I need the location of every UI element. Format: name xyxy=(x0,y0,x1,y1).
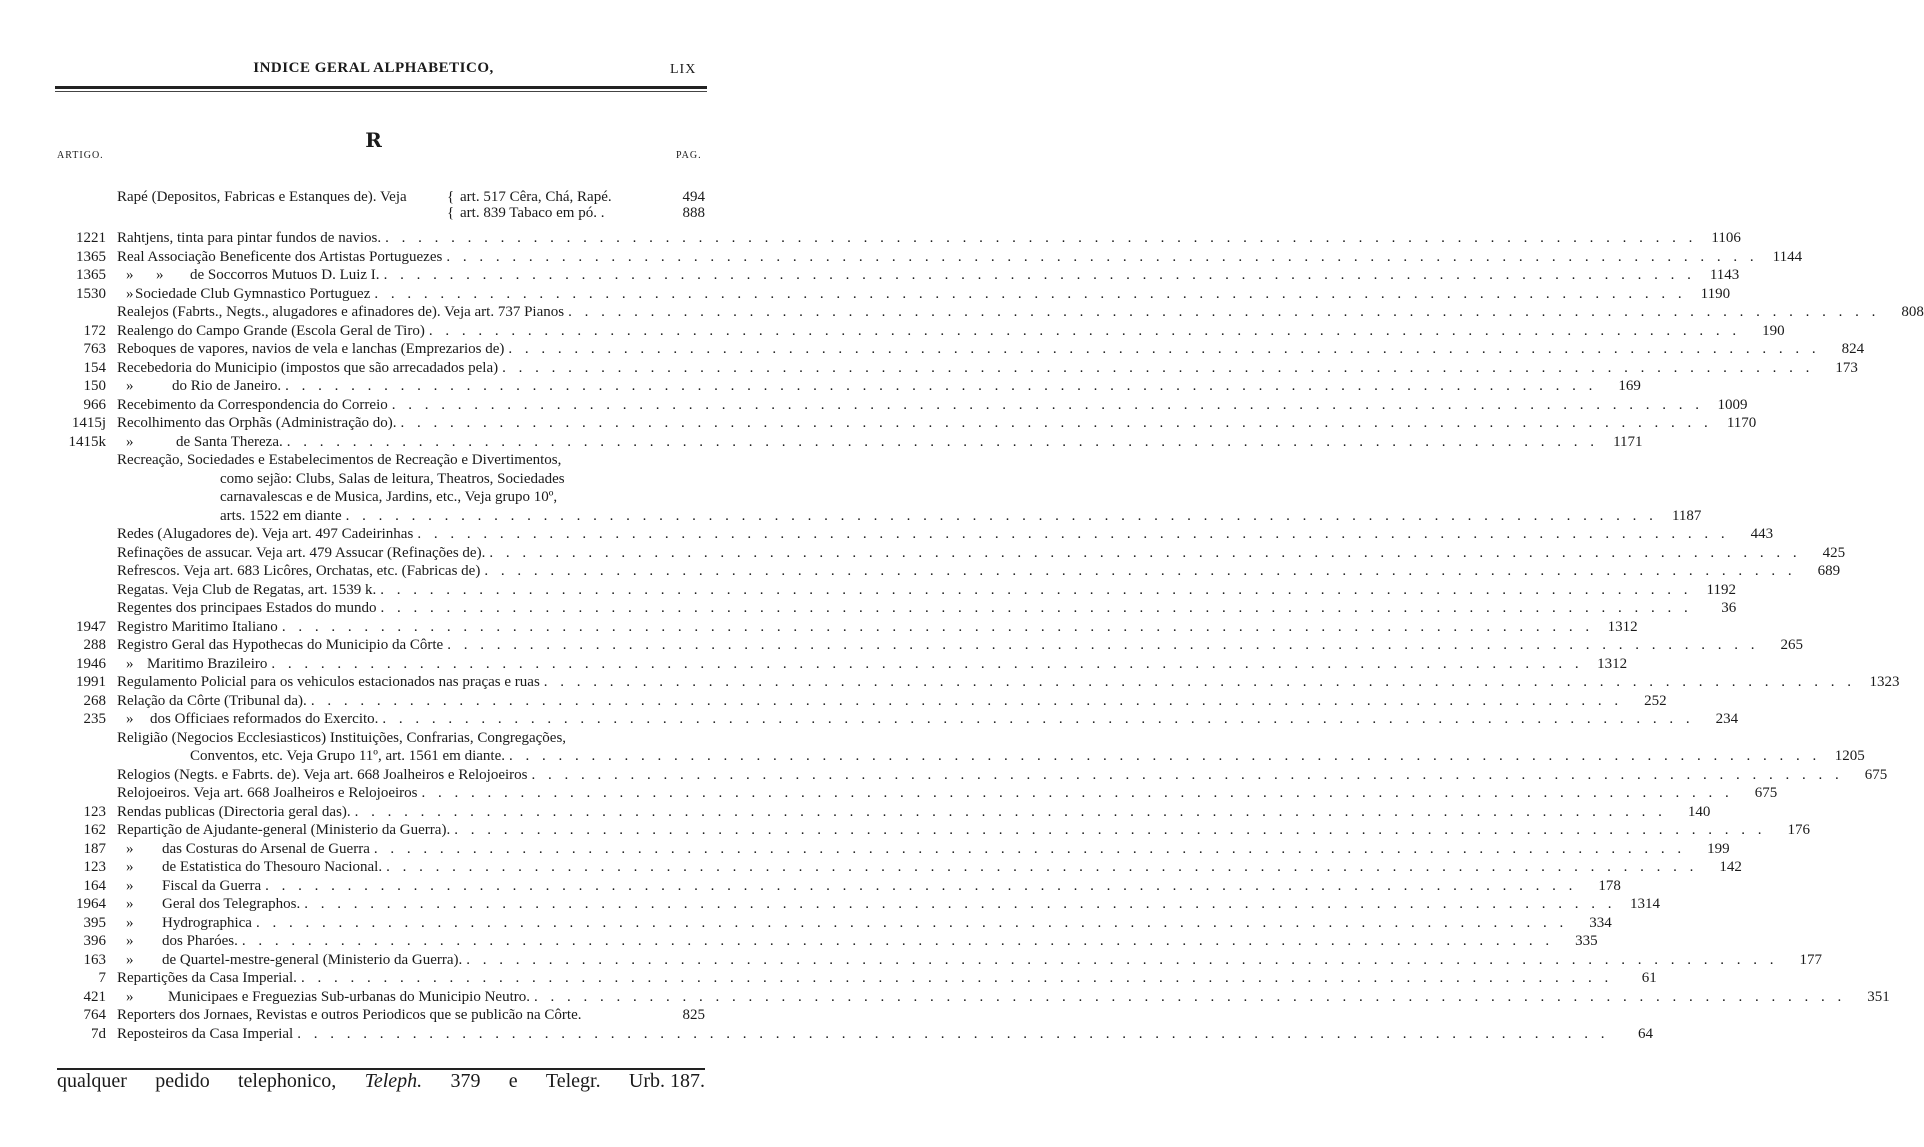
entry-text: Hydrographica xyxy=(162,914,252,931)
footer-word: Telegr. xyxy=(545,1070,601,1092)
index-entry xyxy=(0,285,1731,303)
entry-article-number: 163 xyxy=(83,951,106,968)
dot-leader: . . . . . . . . . . . . . . . . . . . . . . . . . . . . . . . . . . . . . . . . . . . . . . . . . . . . . . . . . . . . . . . . . . . . . . . . . . . . . . . . xyxy=(373,840,1686,857)
index-entry xyxy=(0,766,1888,784)
entry-text: Recolhimento das Orphãs (Administração do). xyxy=(117,415,397,431)
entry-text: Municipaes e Freguezias Sub-urbanas do Municipio Neutro. xyxy=(168,988,530,1005)
dot-leader: . . . . . . . . . . . . . . . . . . . . . . . . . . . . . . . . . . . . . . . . . . . . . . . . . . . . . . . . . . . . . . . . . . . . . . . . . . . . . . . . xyxy=(382,711,1695,727)
entry-page: 675 xyxy=(1754,785,1778,801)
entry-article-number: 154 xyxy=(83,359,106,376)
index-entry xyxy=(0,340,1865,358)
index-entry xyxy=(0,784,1778,802)
entry-page: 178 xyxy=(1598,877,1621,894)
dot-leader: . . . . . . . . . . . . . . . . . . . . . . . . . . . . . . . . . . . . . . . . . . . . . . . . . . . . . . . . . . . . . . . . . . . . . . . . . . . . . . . . xyxy=(354,803,1667,820)
entry-article-number: 1415k xyxy=(68,433,106,450)
index-entry xyxy=(0,414,1757,432)
index-entry xyxy=(0,266,1740,284)
entry-page: 443 xyxy=(1750,526,1774,542)
entry-article-number: 235 xyxy=(83,711,106,727)
entry-page: 689 xyxy=(1817,563,1841,579)
entry-page: 199 xyxy=(1707,840,1730,857)
index-entry xyxy=(0,248,1803,266)
entry-page: 1192 xyxy=(1706,581,1736,598)
footer-word: telephonico, xyxy=(237,1070,337,1092)
entry-page: 173 xyxy=(1835,359,1858,376)
entry-page: 190 xyxy=(1762,322,1785,339)
dot-leader: . . . . . . . . . . . . . . . . . . . . . . . . . . . . . . . . . . . . . . . . . . . . . . . . . . . . . . . . . . . . . . . . . . . . . . . . . . . . . . . . xyxy=(271,655,1584,672)
ditto-mark: » xyxy=(126,951,134,968)
entry-text: de Estatistica do Thesouro Nacional. xyxy=(162,859,383,875)
entry-text: Reboques de vapores, navios de vela e lanchas (Emprezarios de) xyxy=(117,341,505,357)
entry-text: Recebimento da Correspondencia do Correio xyxy=(117,396,388,413)
index-entry xyxy=(0,599,1737,617)
dot-leader: . . . . . . . . . . . . . . . . . . . . . . . . . . . . . . . . . . . . . . . . . . . . . . . . . . . . . . . . . . . . . . . . . . . . . . . . . . . . . . . . xyxy=(447,637,1759,653)
dot-leader: . . . . . . . . . . . . . . . . . . . . . . . . . . . . . . . . . . . . . . . . . . . . . . . . . . . . . . . . . . . . . . . . . . . . . . . . . . . . . . . . xyxy=(285,378,1597,394)
entry-text: Realejos (Fabrts., Negts., alugadores e afinadores de). Veja art. 737 Pianos xyxy=(117,304,565,320)
dot-leader: . . . . . . . . . . . . . . . . . . . . . . . . . . . . . . . . . . . . . . . . . . . . . . . . . . . . . . . . . . . . . . . . . . . . . . . . . . . . . . . . xyxy=(265,877,1577,894)
dot-leader: . . . . . . . . . . . . . . . . . . . . . . . . . . . . . . . . . . . . . . . . . . . . . . . . . . . . . . . . . . . . . . . . . . . . . . . . . . . . . . . . xyxy=(391,396,1704,413)
entry-text: Rendas publicas (Directoria geral das). xyxy=(117,803,351,820)
footer-word: pedido xyxy=(155,1070,210,1092)
index-entry xyxy=(0,858,1742,876)
dot-leader: . . . . . . . . . . . . . . . . . . . . . . . . . . . . . . . . . . . . . . . . . . . . . . . . . . . . . . . . . . . . . . . . . . . . . . . . . . . . . . . . xyxy=(417,526,1730,542)
index-entry xyxy=(0,747,1865,765)
entry-text: Relojoeiros. Veja art. 668 Joalheiros e Relojoeiros xyxy=(117,785,418,801)
entry-text: dos Officiaes reformados do Exercito. xyxy=(150,711,379,727)
entry-article-number: 123 xyxy=(83,803,106,820)
index-entry xyxy=(0,710,1739,728)
entry-page: 1323 xyxy=(1869,674,1900,690)
index-entry xyxy=(0,729,747,747)
entry-text: de Soccorros Mutuos D. Luiz I. xyxy=(190,267,380,283)
index-entry xyxy=(0,488,747,506)
entry-article-number: 7 xyxy=(98,970,106,986)
entry-article-number: 1365 xyxy=(76,248,106,265)
footer-word: e xyxy=(508,1070,518,1092)
entry-text: do Rio de Janeiro. xyxy=(172,378,282,394)
index-entry xyxy=(0,932,1598,950)
index-entry xyxy=(0,951,1823,969)
entry-page: 1190 xyxy=(1700,285,1731,302)
entry-text: Rahtjens, tinta para pintar fundos de navios. xyxy=(117,230,382,246)
entry-page: 61 xyxy=(1641,970,1657,986)
dot-leader: . . . . . . . . . . . . . . . . . . . . . . . . . . . . . . . . . . . . . . . . . . . . . . . . . . . . . . . . . . . . . . . . . . . . . . . . . . . . . . . . xyxy=(428,322,1741,339)
footer-word: Teleph. xyxy=(364,1070,423,1092)
entry-page: 1314 xyxy=(1629,896,1660,912)
entry-text: Reporters dos Jornaes, Revistas e outros Periodicos que se publicão na Côrte. xyxy=(117,1007,582,1023)
dot-leader: . . . . . . . . . . . . . . . . . . . . . . . . . . . . . . . . . . . . . . . . . . . . . . . . . . . . . . . . . . . . . . . . . . . . . . . . . . . . . . . . xyxy=(241,933,1554,949)
entry-page: 808 xyxy=(1901,304,1924,320)
entry-text: Reposteiros da Casa Imperial xyxy=(117,1025,294,1042)
ditto-mark: » xyxy=(126,914,134,931)
dot-leader: . . . . . . . . . . . . . . . . . . . . . . . . . . . . . . . . . . . . . . . . . . . . . . . . . . . . . . . . . . . . . . . . . . . . . . . . . . . . . . . . xyxy=(374,285,1687,302)
dot-leader: . . . . . . . . . . . . . . . . . . . . . . . . . . . . . . . . . . . . . . . . . . . . . . . . . . . . . . . . . . . . . . . . . . . . . . . . . . . . . . . . xyxy=(380,581,1692,598)
entry-page: 1171 xyxy=(1613,433,1643,450)
entry-article-number: 396 xyxy=(83,933,106,949)
entry-article-number: 1530 xyxy=(76,285,106,302)
entry-text: Fiscal da Guerra xyxy=(162,877,262,894)
ditto-mark: » xyxy=(126,840,134,857)
index-entry xyxy=(0,803,1711,821)
entry-page: 252 xyxy=(1644,692,1667,709)
footer-word: Urb. 187. xyxy=(628,1070,705,1092)
entry-article-number: 1415j xyxy=(71,415,106,431)
index-entry xyxy=(0,322,1785,340)
entry-page: 1187 xyxy=(1671,507,1702,524)
entry-article-number: 1947 xyxy=(76,618,106,635)
dot-leader: . . . . . . . . . . . . . . . . . . . . . . . . . . . . . . . . . . . . . . . . . . . . . . . . . . . . . . . . . . . . . . . . . . . . . . . . . . . . . . . . xyxy=(380,600,1693,616)
entry-text: das Costuras do Arsenal de Guerra xyxy=(162,840,370,857)
entry-text: Sociedade Club Gymnastico Portuguez xyxy=(135,285,371,302)
entry-article-number: 288 xyxy=(83,637,106,653)
entry-page: 142 xyxy=(1719,859,1742,875)
ditto-mark: » xyxy=(126,378,134,394)
entry-article-number: 268 xyxy=(83,692,106,709)
entry-text: Real Associação Beneficente dos Artistas Portuguezes xyxy=(117,248,443,265)
index-entry xyxy=(0,969,1657,987)
section-letter: R xyxy=(365,128,382,152)
entry-text: Repartições da Casa Imperial. xyxy=(117,970,297,986)
ditto-mark: » xyxy=(126,859,134,875)
entry-article-number: 123 xyxy=(83,859,106,875)
index-entry xyxy=(0,914,1612,932)
dot-leader: . . . . . . . . . . . . . . . . . . . . . . . . . . . . . . . . . . . . . . . . . . . . . . . . . . . . . . . . . . . . . . . . . . . . . . . . . . . . . . . . xyxy=(286,433,1599,450)
index-entry xyxy=(0,1025,1653,1043)
entry-article-number: 1221 xyxy=(76,230,106,246)
dot-leader: . . . . . . . . . . . . . . . . . . . . . . . . . . . . . . . . . . . . . . . . . . . . . . . . . . . . . . . . . . . . . . . . . . . . . . . . . . . . . . . . xyxy=(534,988,1846,1005)
index-entry xyxy=(0,396,1748,414)
ditto-mark: » xyxy=(126,655,134,672)
entry-page: 176 xyxy=(1787,822,1810,838)
ditto-mark: » xyxy=(126,877,134,894)
index-entry xyxy=(0,229,1741,247)
footer-word: qualquer xyxy=(57,1070,127,1092)
dot-leader: . . . . . . . . . . . . . . . . . . . . . . . . . . . . . . . . . . . . . . . . . . . . . . . . . . . . . . . . . . . . . . . . . . . . . . . . . . . . . . . . xyxy=(508,341,1821,357)
entry-text: Regatas. Veja Club de Regatas, art. 1539 k. xyxy=(117,581,377,598)
entry-text: Registro Geral das Hypothecas do Municipio da Côrte xyxy=(117,637,444,653)
brace-mark: { xyxy=(447,189,455,205)
entry-text: de Santa Thereza. xyxy=(176,433,283,450)
entry-text: Refinações de assucar. Veja art. 479 Assucar (Refinações de). xyxy=(117,544,486,561)
index-entry xyxy=(0,877,1621,895)
entry-article-number: 763 xyxy=(83,341,106,357)
entry-text: Recebedoria do Municipio (impostos que são arrecadados pela) xyxy=(117,359,499,376)
entry-page: 1009 xyxy=(1717,396,1748,413)
entry-page: 36 xyxy=(1721,600,1737,616)
dot-leader: . . . . . . . . . . . . . . . . . . . . . . . . . . . . . . . . . . . . . . . . . . . . . . . . . . . . . . . . . . . . . . . . . . . . . . . . . . . . . . . . xyxy=(484,563,1797,579)
index-entry xyxy=(0,895,1660,913)
entry-page: 335 xyxy=(1575,933,1598,949)
entry-text: Regulamento Policial para os vehiculos estacionados nas praças e ruas xyxy=(117,674,540,690)
index-entry xyxy=(0,821,1810,839)
brace-entry-ref-2 xyxy=(0,204,747,222)
column-header-pag: PAG. xyxy=(676,150,702,161)
entry-article-number: 395 xyxy=(83,914,106,931)
entry-page: 177 xyxy=(1799,951,1823,968)
entry-article-number: 164 xyxy=(83,877,106,894)
dot-leader: . . . . . . . . . . . . . . . . . . . . . . . . . . . . . . . . . . . . . . . . . . . . . . . . . . . . . . . . . . . . . . . . . . . . . . . . . . . . . . . . xyxy=(300,970,1613,986)
page-number: LIX xyxy=(670,62,697,77)
brace-mark: { xyxy=(447,205,455,221)
entry-article-number: 162 xyxy=(83,822,106,838)
index-entry xyxy=(0,581,1736,599)
dot-leader: . . . . . . . . . . . . . . . . . . . . . . . . . . . . . . . . . . . . . . . . . . . . . . . . . . . . . . . . . . . . . . . . . . . . . . . . . . . . . . . . xyxy=(446,248,1759,265)
index-entry xyxy=(0,470,747,488)
dot-leader: . . . . . . . . . . . . . . . . . . . . . . . . . . . . . . . . . . . . . . . . . . . . . . . . . . . . . . . . . . . . . . . . . . . . . . . . . . . . . . . . xyxy=(502,359,1814,376)
entry-page: 334 xyxy=(1589,914,1612,931)
entry-text: Rapé (Depositos, Fabricas e Estanques de). Veja xyxy=(117,189,407,205)
index-entry xyxy=(0,618,1638,636)
entry-page: 1205 xyxy=(1834,748,1865,764)
index-entry xyxy=(0,377,1641,395)
entry-ref: art. 839 Tabaco em pó. . xyxy=(460,205,605,221)
entry-page: 824 xyxy=(1841,341,1865,357)
entry-article-number: 421 xyxy=(83,988,106,1005)
dot-leader: . . . . . . . . . . . . . . . . . . . . . . . . . . . . . . . . . . . . . . . . . . . . . . . . . . . . . . . . . . . . . . . . . . . . . . . . . . . . . . . . xyxy=(345,507,1658,524)
dot-leader: . . . . . . . . . . . . . . . . . . . . . . . . . . . . . . . . . . . . . . . . . . . . . . . . . . . . . . . . . . . . . . . . . . . . . . . . . . . . . . . . xyxy=(421,785,1734,801)
entry-page: 494 xyxy=(682,189,705,205)
index-entry xyxy=(0,303,1924,321)
entry-text: Conventos, etc. Veja Grupo 11º, art. 1561 em diante. xyxy=(190,748,505,764)
entry-article-number: 1946 xyxy=(76,655,106,672)
dot-leader: . . . . . . . . . . . . . . . . . . . . . . . . . . . . . . . . . . . . . . . . . . . . . . . . . . . . . . . . . . . . . . . . . . . . . . . . . . . . . . . . xyxy=(489,544,1802,561)
entry-article-number: 150 xyxy=(83,378,106,394)
entry-page: 64 xyxy=(1637,1025,1653,1042)
index-entry xyxy=(0,673,1900,691)
entry-page: 169 xyxy=(1618,378,1641,394)
entry-text: Maritimo Brazileiro xyxy=(147,655,268,672)
dot-leader: . . . . . . . . . . . . . . . . . . . . . . . . . . . . . . . . . . . . . . . . . . . . . . . . . . . . . . . . . . . . . . . . . . . . . . . . . . . . . . . . xyxy=(297,1025,1609,1042)
dot-leader: . . . . . . . . . . . . . . . . . . . . . . . . . . . . . . . . . . . . . . . . . . . . . . . . . . . . . . . . . . . . . . . . . . . . . . . . . . . . . . . . xyxy=(509,748,1821,764)
entry-page: 675 xyxy=(1864,766,1888,783)
dot-leader: . . . . . . . . . . . . . . . . . . . . . . . . . . . . . . . . . . . . . . . . . . . . . . . . . . . . . . . . . . . . . . . . . . . . . . . . . . . . . . . . xyxy=(255,914,1568,931)
entry-text: Regentes dos principaes Estados do mundo xyxy=(117,600,377,616)
entry-text: Recreação, Sociedades e Estabelecimentos de Recreação e Divertimentos, xyxy=(117,452,562,468)
index-entry xyxy=(0,655,1628,673)
index-entry xyxy=(0,840,1730,858)
index-entry xyxy=(0,359,1858,377)
footer-line xyxy=(57,1070,705,1093)
entry-page: 888 xyxy=(682,205,705,221)
entry-page: 1312 xyxy=(1607,618,1638,635)
dot-leader: . . . . . . . . . . . . . . . . . . . . . . . . . . . . . . . . . . . . . . . . . . . . . . . . . . . . . . . . . . . . . . . . . . . . . . . . . . . . . . . . xyxy=(400,415,1713,431)
index-entry xyxy=(0,451,747,469)
entry-text: Realengo do Campo Grande (Escola Geral de Tiro) xyxy=(117,322,425,339)
entry-article-number: 187 xyxy=(83,840,106,857)
entry-article-number: 1991 xyxy=(76,674,106,690)
footer-word: 379 xyxy=(450,1070,481,1092)
header-rule xyxy=(55,86,707,89)
entry-article-number: 7d xyxy=(91,1025,106,1042)
entry-page: 1170 xyxy=(1726,415,1757,431)
entry-text: como sejão: Clubs, Salas de leitura, Theatros, Sociedades xyxy=(220,470,565,487)
dot-leader: . . . . . . . . . . . . . . . . . . . . . . . . . . . . . . . . . . . . . . . . . . . . . . . . . . . . . . . . . . . . . . . . . . . . . . . . . . . . . . . . xyxy=(454,822,1766,838)
dot-leader: . . . . . . . . . . . . . . . . . . . . . . . . . . . . . . . . . . . . . . . . . . . . . . . . . . . . . . . . . . . . . . . . . . . . . . . . . . . . . . . . xyxy=(543,674,1856,690)
entry-text: Geral dos Telegraphos. xyxy=(162,896,301,912)
index-entry xyxy=(0,544,1846,562)
ditto-mark: » xyxy=(126,285,134,302)
ditto-mark: » xyxy=(126,433,134,450)
index-entry xyxy=(0,1006,747,1024)
index-entry xyxy=(0,988,1890,1006)
entry-text: Registro Maritimo Italiano xyxy=(117,618,278,635)
entry-article-number: 1365 xyxy=(76,267,106,283)
entry-article-number: 1964 xyxy=(76,896,106,912)
header-rule-thin xyxy=(55,91,707,92)
dot-leader: . . . . . . . . . . . . . . . . . . . . . . . . . . . . . . . . . . . . . . . . . . . . . . . . . . . . . . . . . . . . . . . . . . . . . . . . . . . . . . . . xyxy=(304,896,1616,912)
entry-article-number: 966 xyxy=(83,396,106,413)
index-entry xyxy=(0,433,1643,451)
ditto-mark: » xyxy=(126,988,134,1005)
entry-text: dos Pharóes. xyxy=(162,933,238,949)
dot-leader: . . . . . . . . . . . . . . . . . . . . . . . . . . . . . . . . . . . . . . . . . . . . . . . . . . . . . . . . . . . . . . . . . . . . . . . . . . . . . . . . xyxy=(466,951,1779,968)
entry-article-number: 172 xyxy=(83,322,106,339)
entry-page: 825 xyxy=(682,1007,705,1023)
running-header-title: INDICE GERAL ALPHABETICO, xyxy=(253,60,494,76)
entry-page: 1144 xyxy=(1772,248,1803,265)
dot-leader: . . . . . . . . . . . . . . . . . . . . . . . . . . . . . . . . . . . . . . . . . . . . . . . . . . . . . . . . . . . . . . . . . . . . . . . . . . . . . . . . xyxy=(568,304,1880,320)
dot-leader: . . . . . . . . . . . . . . . . . . . . . . . . . . . . . . . . . . . . . . . . . . . . . . . . . . . . . . . . . . . . . . . . . . . . . . . . . . . . . . . . xyxy=(310,692,1623,709)
entry-page: 351 xyxy=(1867,988,1890,1005)
entry-text: Refrescos. Veja art. 683 Licôres, Orchatas, etc. (Fabricas de) xyxy=(117,563,481,579)
entry-page: 1106 xyxy=(1711,230,1741,246)
entry-text: de Quartel-mestre-general (Ministerio da Guerra). xyxy=(162,951,463,968)
entry-text: Relogios (Negts. e Fabrts. de). Veja art. 668 Joalheiros e Relojoeiros xyxy=(117,766,528,783)
index-entry xyxy=(0,692,1667,710)
entry-text: carnavalescas e de Musica, Jardins, etc., Veja grupo 10º, xyxy=(220,489,558,505)
entry-text: Repartição de Ajudante-general (Ministerio da Guerra). xyxy=(117,822,451,838)
entry-article-number: 764 xyxy=(83,1007,106,1023)
entry-text: Redes (Alugadores de). Veja art. 497 Cadeirinhas xyxy=(117,526,414,542)
ditto-mark: » xyxy=(126,933,134,949)
index-entry xyxy=(0,636,1803,654)
ditto-mark: » xyxy=(126,896,134,912)
dot-leader: . . . . . . . . . . . . . . . . . . . . . . . . . . . . . . . . . . . . . . . . . . . . . . . . . . . . . . . . . . . . . . . . . . . . . . . . . . . . . . . . xyxy=(385,230,1697,246)
index-entry xyxy=(0,562,1841,580)
index-entry xyxy=(0,525,1774,543)
entry-text: Religião (Negocios Ecclesiasticos) Instituições, Confrarias, Congregações, xyxy=(117,729,567,746)
entry-page: 1312 xyxy=(1597,655,1628,672)
entry-page: 1143 xyxy=(1709,267,1740,283)
dot-leader: . . . . . . . . . . . . . . . . . . . . . . . . . . . . . . . . . . . . . . . . . . . . . . . . . . . . . . . . . . . . . . . . . . . . . . . . . . . . . . . . xyxy=(531,766,1844,783)
entry-ref: art. 517 Cêra, Chá, Rapé. xyxy=(460,189,612,205)
entry-page: 234 xyxy=(1715,711,1739,727)
entry-page: 425 xyxy=(1822,544,1846,561)
entry-page: 265 xyxy=(1780,637,1803,653)
entry-text: arts. 1522 em diante xyxy=(220,507,342,524)
entry-text: Relação da Côrte (Tribunal da). xyxy=(117,692,307,709)
entry-page: 140 xyxy=(1687,803,1711,820)
ditto-mark: » » xyxy=(126,267,164,283)
dot-leader: . . . . . . . . . . . . . . . . . . . . . . . . . . . . . . . . . . . . . . . . . . . . . . . . . . . . . . . . . . . . . . . . . . . . . . . . . . . . . . . . xyxy=(386,859,1698,875)
column-header-artigo: ARTIGO. xyxy=(57,150,104,161)
index-entry xyxy=(0,507,1702,525)
dot-leader: . . . . . . . . . . . . . . . . . . . . . . . . . . . . . . . . . . . . . . . . . . . . . . . . . . . . . . . . . . . . . . . . . . . . . . . . . . . . . . . . xyxy=(383,267,1696,283)
ditto-mark: » xyxy=(126,711,134,727)
dot-leader: . . . . . . . . . . . . . . . . . . . . . . . . . . . . . . . . . . . . . . . . . . . . . . . . . . . . . . . . . . . . . . . . . . . . . . . . . . . . . . . . xyxy=(281,618,1594,635)
